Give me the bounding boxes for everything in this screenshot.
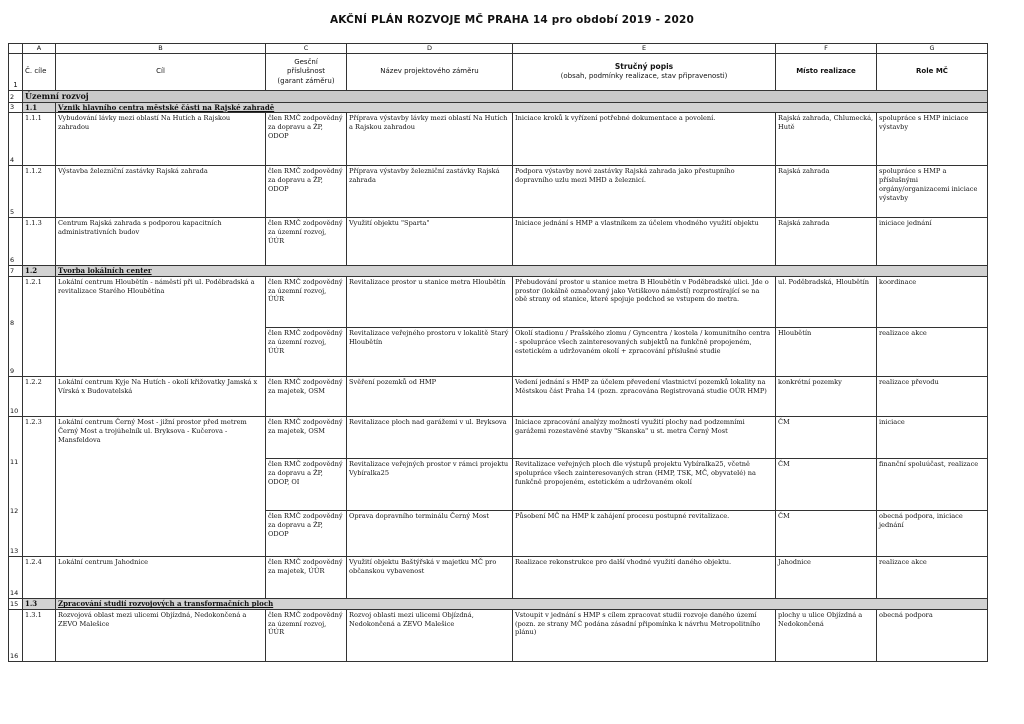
cell-description: Realizace rekonstrukce pro další vhodné využití daného objektu. <box>513 557 776 599</box>
cell-project: Příprava výstavby lávky mezi oblastí Na Hutích a Rajskou zahradou <box>347 113 513 166</box>
row-number-spacer <box>10 327 21 367</box>
cell-project: Revitalizace veřejných prostor v rámci projektu Vybíralka25 <box>347 459 513 511</box>
cell-place: Rajská zahrada <box>776 166 877 218</box>
row-number-label: 12 <box>10 506 19 515</box>
cell-place: ČM <box>776 417 877 459</box>
group-label <box>56 266 988 276</box>
group-label-text: Vznik hlavního centra městské části na Rajské zahradě <box>58 102 275 112</box>
cell-description: Iniciace kroků k vyřízení potřebné dokumentace a povolení. <box>513 113 776 166</box>
cell-project: Využití objektu Baštýřská v majetku MČ pro občanskou vybavenost <box>347 557 513 599</box>
row-number-label: 11 <box>10 457 19 466</box>
cell-place: Rajská zahrada, Chlumecká, Hutě <box>776 113 877 166</box>
cell-owner: člen RMČ zodpovědný za územní rozvoj, ÚÚR <box>266 327 347 376</box>
cell-role: realizace převodu <box>877 377 988 417</box>
group-label-text: Zpracování studií rozvojových a transformačních ploch <box>58 599 274 609</box>
table-row <box>9 276 988 327</box>
cell-goal: Lokální centrum Černý Most - jižní prostor před metrem Černý Most a trojúhelník ul. Bryksova - Kučerova - Mansfeldova <box>56 417 266 557</box>
header-owner-line: příslušnost <box>286 67 326 76</box>
cell-description: Působení MČ na HMP k zahájení procesu postupné revitalizace. <box>513 511 776 557</box>
cell-id: 1.2.4 <box>23 557 56 599</box>
column-letter: D <box>347 44 513 54</box>
corner-cell <box>9 44 23 54</box>
column-letter: C <box>266 44 347 54</box>
cell-role: spolupráce s HMP a příslušnými orgány/organizacemi iniciace výstavby <box>877 166 988 218</box>
cell-owner: člen RMČ zodpovědný za dopravu a ŽP, ODOP, OI <box>266 459 347 511</box>
row-number: 3 <box>9 102 23 112</box>
group-row <box>9 599 988 609</box>
row-number: 5 <box>9 166 23 218</box>
cell-place: ul. Poděbradská, Hloubětín <box>776 276 877 327</box>
table-row <box>9 166 988 218</box>
cell-place: ČM <box>776 459 877 511</box>
cell-owner: člen RMČ zodpovědný za majetek, OSM <box>266 377 347 417</box>
header-role: Role MČ <box>877 54 988 91</box>
cell-owner: člen RMČ zodpovědný za územní rozvoj, ÚÚR <box>266 609 347 661</box>
cell-id: 1.2.1 <box>23 276 56 377</box>
group-row <box>9 266 988 276</box>
row-number: 14 <box>9 557 23 599</box>
row-number: 4 <box>9 113 23 166</box>
column-letter: F <box>776 44 877 54</box>
column-letter: B <box>56 44 266 54</box>
cell-project: Revitalizace prostor u stanice metra Hloubětín <box>347 276 513 327</box>
cell-place: Rajská zahrada <box>776 218 877 266</box>
table-row <box>9 377 988 417</box>
cell-goal: Centrum Rajská zahrada s podporou kapacitních administrativních budov <box>56 218 266 266</box>
header-description-title: Stručný popis <box>614 62 674 72</box>
cell-goal: Rozvojová oblast mezi ulicemi Objízdná, Nedokončená a ZEVO Malešice <box>56 609 266 661</box>
column-letters-row <box>9 44 988 54</box>
table-row <box>9 557 988 599</box>
row-number: 16 <box>9 609 23 661</box>
table-row <box>9 218 988 266</box>
group-label <box>56 599 988 609</box>
header-place: Místo realizace <box>776 54 877 91</box>
cell-owner: člen RMČ zodpovědný za dopravu a ŽP, ODOP <box>266 166 347 218</box>
group-id: 1.2 <box>23 266 56 276</box>
row-number-spacer <box>10 515 21 547</box>
cell-id: 1.1.2 <box>23 166 56 218</box>
row-number-spacer <box>10 467 21 507</box>
cell-goal: Lokální centrum Hloubětín - náměstí při ul. Poděbradská a revitalizace Starého Hloubětína <box>56 276 266 377</box>
cell-project: Revitalizace ploch nad garážemi v ul. Bryksova <box>347 417 513 459</box>
group-label-text: Tvorba lokálních center <box>58 266 152 276</box>
column-letter: A <box>23 44 56 54</box>
row-number-label: 13 <box>10 547 19 556</box>
cell-description: Okolí stadionu / Prašského zlomu / Gyncentra / kostela / komunitního centra - spolupráce všech zainteresovaných subjektů na funkčně propojeném, estetickém a udržovaném okolí + zpracování příslušné studie <box>513 327 776 376</box>
cell-description: Podpora výstavby nové zastávky Rajská zahrada jako přestupního dopravního uzlu mezi MHD a železnicí. <box>513 166 776 218</box>
cell-role: spolupráce s HMP iniciace výstavby <box>877 113 988 166</box>
table-row <box>9 113 988 166</box>
group-id: 1.1 <box>23 102 56 112</box>
header-id: Č. cíle <box>23 54 56 91</box>
header-row <box>9 54 988 91</box>
group-id: 1.3 <box>23 599 56 609</box>
section-row <box>9 91 988 103</box>
cell-id: 1.1.1 <box>23 113 56 166</box>
column-letter: E <box>513 44 776 54</box>
cell-id: 1.3.1 <box>23 609 56 661</box>
cell-role: koordinace <box>877 276 988 327</box>
row-number <box>9 276 23 377</box>
row-number: 6 <box>9 218 23 266</box>
section-label: Územní rozvoj <box>23 91 988 103</box>
cell-role: realizace akce <box>877 557 988 599</box>
cell-role: finanční spoluúčast, realizace <box>877 459 988 511</box>
cell-project: Využití objektu "Sparta" <box>347 218 513 266</box>
cell-id: 1.2.3 <box>23 417 56 557</box>
cell-owner: člen RMČ zodpovědný za územní rozvoj, ÚÚR <box>266 276 347 327</box>
header-project: Název projektového záměru <box>347 54 513 91</box>
header-owner <box>266 54 347 91</box>
cell-owner: člen RMČ zodpovědný za majetek, ÚÚR <box>266 557 347 599</box>
group-label <box>56 102 988 112</box>
table-row <box>9 609 988 661</box>
cell-description: Iniciace jednání s HMP a vlastníkem za účelem vhodného využití objektu <box>513 218 776 266</box>
cell-project: Rozvoj oblasti mezi ulicemi Objízdná, Nedokončená a ZEVO Malešice <box>347 609 513 661</box>
cell-id: 1.2.2 <box>23 377 56 417</box>
row-number-label: 9 <box>10 367 15 376</box>
cell-project: Příprava výstavby železniční zastávky Rajská zahrada <box>347 166 513 218</box>
column-letter: G <box>877 44 988 54</box>
cell-owner: člen RMČ zodpovědný za dopravu a ŽP, ODOP <box>266 113 347 166</box>
cell-role: iniciace <box>877 417 988 459</box>
row-number-spacer <box>10 422 21 458</box>
header-goal: Cíl <box>56 54 266 91</box>
row-number: 15 <box>9 599 23 609</box>
cell-place: plochy u ulice Objízdná a Nedokončená <box>776 609 877 661</box>
row-number: 1 <box>9 54 23 91</box>
cell-description: Vedení jednání s HMP za účelem převedení vlastnictví pozemků lokality na Městskou část Praha 14 (pozn. zpracována Registrovaná studie OÚR HMP) <box>513 377 776 417</box>
row-number-label: 8 <box>10 318 15 327</box>
cell-owner: člen RMČ zodpovědný za majetek, OSM <box>266 417 347 459</box>
row-number: 7 <box>9 266 23 276</box>
header-description <box>513 54 776 91</box>
cell-place: Jahodnice <box>776 557 877 599</box>
group-row <box>9 102 988 112</box>
cell-place: konkrétní pozemky <box>776 377 877 417</box>
cell-role: obecná podpora <box>877 609 988 661</box>
cell-owner: člen RMČ zodpovědný za územní rozvoj, ÚÚR <box>266 218 347 266</box>
row-number-spacer <box>10 277 21 319</box>
action-plan-table <box>8 43 988 662</box>
header-description-sub: (obsah, podmínky realizace, stav připravenosti) <box>560 72 728 81</box>
cell-id: 1.1.3 <box>23 218 56 266</box>
cell-description: Přebudování prostor u stanice metra B Hloubětín v Poděbradské ulici. Jde o prostor (lokálně označovaný jako Vetiškovo náměstí) rozprostírající se na obě strany od stanice, které spojuje podchod se vstupem do metra. <box>513 276 776 327</box>
cell-project: Oprava dopravního terminálu Černý Most <box>347 511 513 557</box>
document-title: AKČNÍ PLÁN ROZVOJE MČ PRAHA 14 pro období 2019 - 2020 <box>329 14 695 26</box>
cell-role: iniciace jednání <box>877 218 988 266</box>
row-number: 2 <box>9 91 23 103</box>
cell-goal: Lokální centrum Jahodnice <box>56 557 266 599</box>
cell-role: obecná podpora, iniciace jednání <box>877 511 988 557</box>
cell-description: Vstoupit v jednání s HMP s cílem zpracovat studii rozvoje daného území (pozn. ze strany MČ podána zásadní připomínka k návrhu Metropolitního plánu) <box>513 609 776 661</box>
cell-goal: Lokální centrum Kyje Na Hutích - okolí křižovatky Jamská x Vírská x Budovatelská <box>56 377 266 417</box>
header-owner-line: (garant záměru) <box>277 76 335 85</box>
cell-project: Svěření pozemků od HMP <box>347 377 513 417</box>
cell-description: Revitalizace veřejných ploch dle výstupů projektu Vybíralka25, včetně spolupráce všech zainteresovaných stran (HMP, TSK, MČ, obyvatelé) na funkčně propojeném, estetickém a udržovaném okolí <box>513 459 776 511</box>
cell-place: ČM <box>776 511 877 557</box>
cell-description: Iniciace zpracování analýzy možností využití plochy nad podzemními garážemi rozestavěné stavby "Skanska" u st. metra Černý Most <box>513 417 776 459</box>
cell-owner: člen RMČ zodpovědný za dopravu a ŽP, ODOP <box>266 511 347 557</box>
cell-role: realizace akce <box>877 327 988 376</box>
cell-goal: Vybudování lávky mezi oblastí Na Hutích a Rajskou zahradou <box>56 113 266 166</box>
cell-place: Hloubětín <box>776 327 877 376</box>
header-owner-line: Gesční <box>294 57 318 66</box>
row-number: 10 <box>9 377 23 417</box>
cell-project: Revitalizace veřejného prostoru v lokalitě Starý Hloubětín <box>347 327 513 376</box>
table-row <box>9 417 988 459</box>
row-number <box>9 417 23 557</box>
cell-goal: Výstavba železniční zastávky Rajská zahrada <box>56 166 266 218</box>
